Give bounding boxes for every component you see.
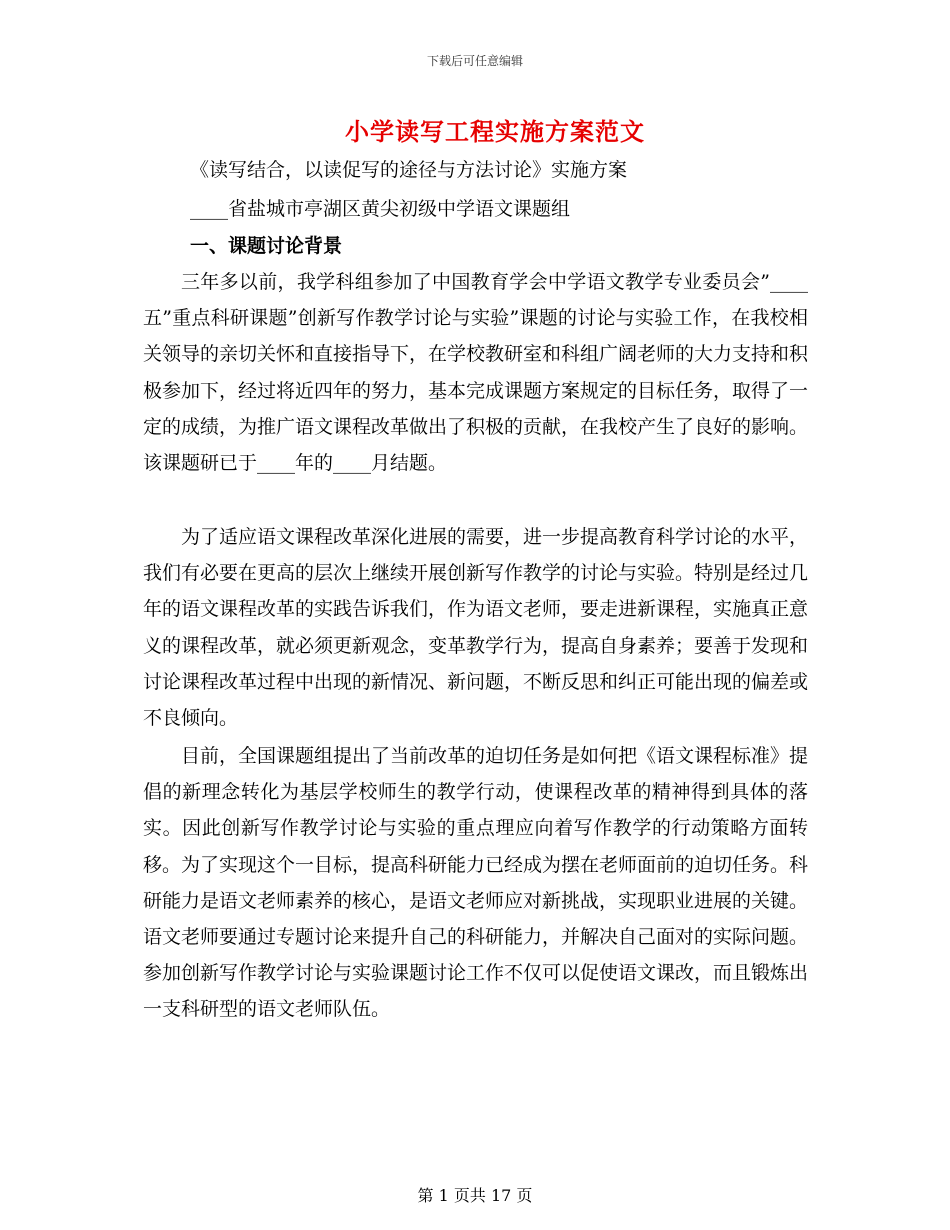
document-subtitle: 《读写结合，以读促写的途径与方法讨论》实施方案 <box>190 159 628 181</box>
body-paragraph: 为了适应语文课程改革深化进展的需要，进一步提高教育科学讨论的水平，我们有必要在更高的层次上继续开展创新写作教学的讨论与实验。特别是经过几年的语文课程改革的实践告诉我们，作为语文老师，要走进新课程，实施真正意义的课程改革，就必须更新观念，变革教学行为，提高自身素养；要善于发现和讨论课程改革过程中出现的新情况、新问题，不断反思和纠正可能出现的偏差或不良倾向。 <box>143 526 809 730</box>
body-paragraph: 目前，全国课题组提出了当前改革的迫切任务是如何把《语文课程标准》提倡的新理念转化为基层学校师生的教学行动，使课程改革的精神得到具体的落实。因此创新写作教学讨论与实验的重点理应向着写作教学的行动策略方面转移。为了实现这个一目标，提高科研能力已经成为摆在老师面前的迫切任务。科研能力是语文老师素养的核心，是语文老师应对新挑战，实现职业进展的关键。语文老师要通过专题讨论来提升自己的科研能力，并解决自己面对的实际问题。参加创新写作教学讨论与实验课题讨论工作不仅可以促使语文课改，而且锻炼出一支科研型的语文老师队伍。 <box>143 745 809 1021</box>
header-note: 下载后可任意编辑 <box>426 54 523 68</box>
page-indicator: 第 1 页共 17 页 <box>417 1186 533 1205</box>
document-title: 小学读写工程实施方案范文 <box>345 117 645 146</box>
document-author-line: ____省盐城市亭湖区黄尖初级中学语文课题组 <box>190 198 571 220</box>
section-heading-background: 一、课题讨论背景 <box>190 235 343 257</box>
body-paragraph: 三年多以前，我学科组参加了中国教育学会中学语文教学专业委员会”____五”重点科研课题”创新写作教学讨论与实验”课题的讨论与实验工作，在我校相关领导的亲切关怀和直接指导下，在学校教研室和科组广阔老师的大力支持和积极参加下，经过将近四年的努力，基本完成课题方案规定的目标任务，取得了一定的成绩，为推广语文课程改革做出了积极的贡献，在我校产生了良好的影响。该课题研已于____年的____月结题。 <box>143 271 809 475</box>
